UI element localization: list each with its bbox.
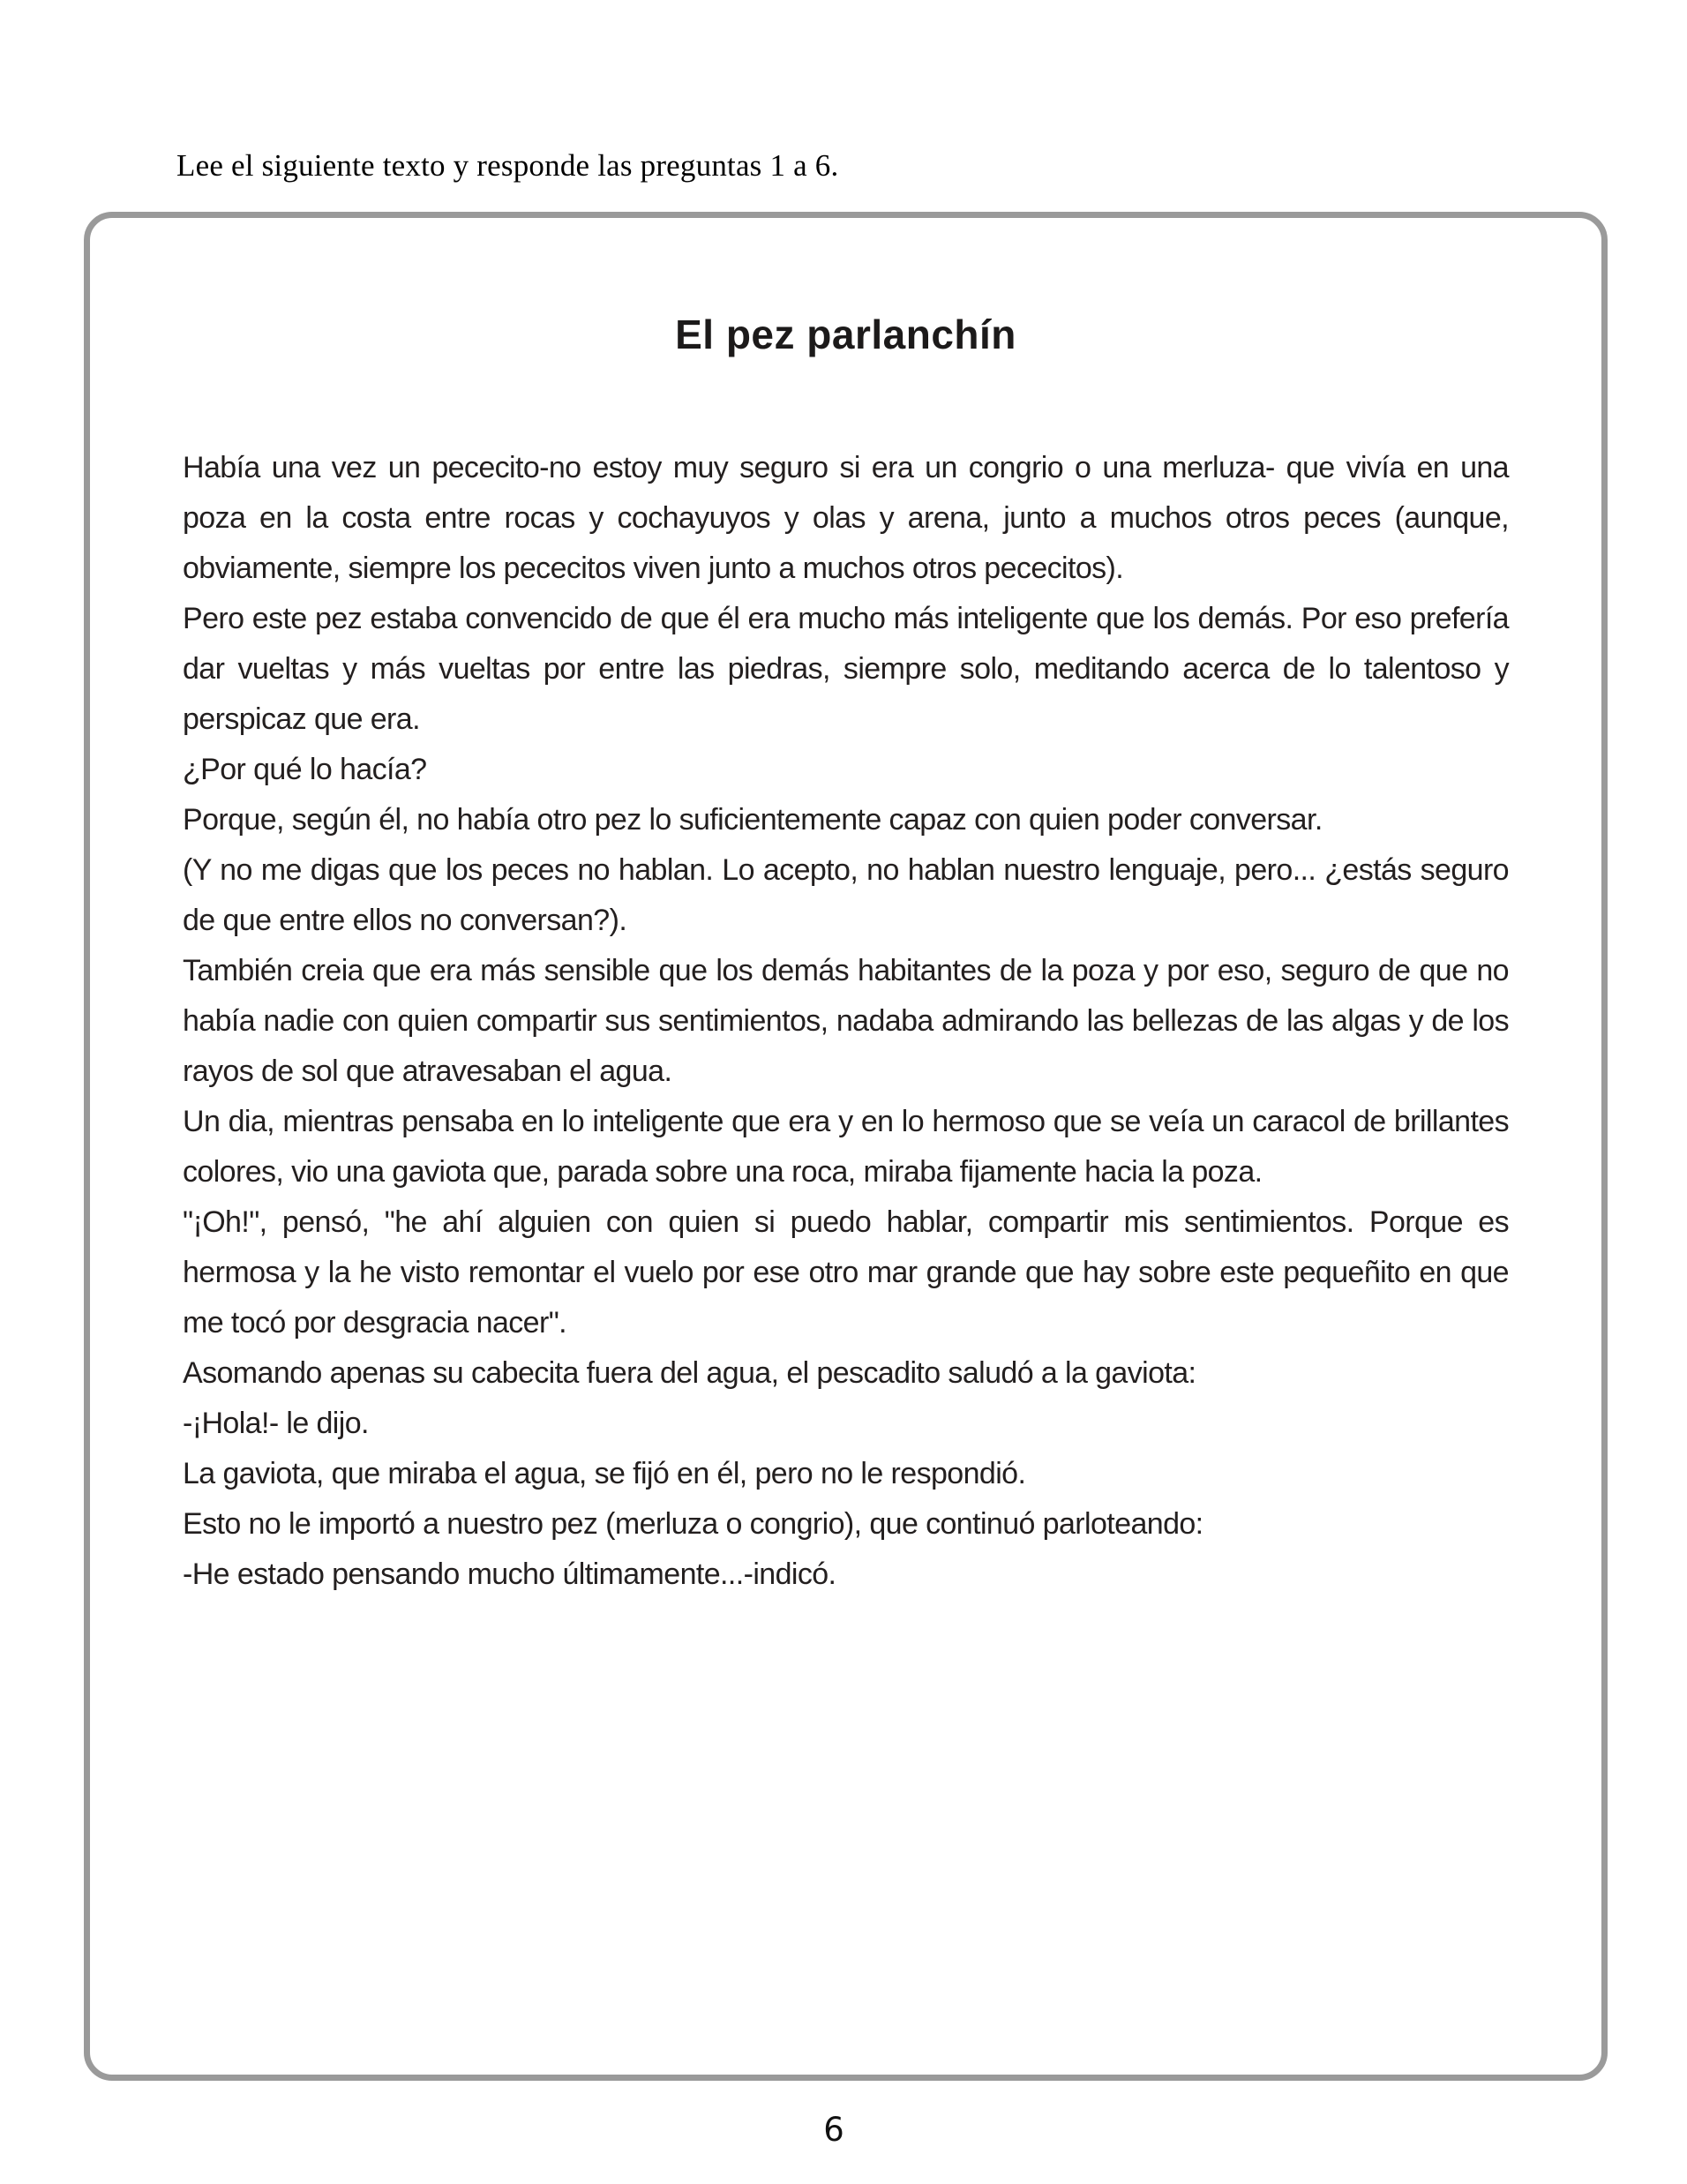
- page-number: 6: [823, 2111, 844, 2149]
- passage-paragraph: ¿Por qué lo hacía?: [183, 753, 427, 786]
- passage-body: [183, 443, 1509, 1600]
- passage-paragraph: -¡Hola!- le dijo.: [183, 1407, 369, 1440]
- passage-paragraph: Había una vez un pececito-no estoy muy seguro si era un congrio o una merluza- que vivía en una poza en la costa entre rocas y cochayuyos y olas y arena, junto a muchos otros peces (aunque, obviamente, siempre los pececitos viven junto a muchos otros pececitos).: [183, 451, 1509, 585]
- passage-paragraph: La gaviota, que miraba el agua, se fijó en él, pero no le respondió.: [183, 1457, 1026, 1490]
- reading-passage-box: [84, 212, 1608, 2081]
- passage-title: El pez parlanchín: [675, 311, 1016, 357]
- passage-paragraph: (Y no me digas que los peces no hablan. Lo acepto, no hablan nuestro lenguaje, pero... ¿estás seguro de que entre ellos no conversan?).: [183, 853, 1509, 937]
- instruction-text: Lee el siguiente texto y responde las preguntas 1 a 6.: [176, 148, 839, 183]
- passage-paragraph: Pero este pez estaba convencido de que él era mucho más inteligente que los demás. Por eso prefería dar vueltas y más vueltas por entre las piedras, siempre solo, meditando acerca de lo talentoso y perspicaz que era.: [183, 602, 1509, 736]
- passage-paragraph: Esto no le importó a nuestro pez (merluza o congrio), que continuó parloteando:: [183, 1507, 1203, 1541]
- passage-paragraph: -He estado pensando mucho últimamente...-indicó.: [183, 1557, 836, 1591]
- passage-paragraph: Asomando apenas su cabecita fuera del agua, el pescadito saludó a la gaviota:: [183, 1356, 1196, 1390]
- passage-paragraph: "¡Oh!", pensó, "he ahí alguien con quien si puedo hablar, compartir mis sentimientos. Porque es hermosa y la he visto remontar el vuelo por ese otro mar grande que hay sobre este pequeñito en que me tocó por desgracia nacer".: [183, 1205, 1509, 1340]
- passage-paragraph: Un dia, mientras pensaba en lo inteligente que era y en lo hermoso que se veía un caracol de brillantes colores, vio una gaviota que, parada sobre una roca, miraba fijamente hacia la poza.: [183, 1105, 1509, 1189]
- passage-paragraph: También creia que era más sensible que los demás habitantes de la poza y por eso, seguro de que no había nadie con quien compartir sus sentimientos, nadaba admirando las bellezas de las algas y de los rayos de sol que atravesaban el agua.: [183, 954, 1509, 1088]
- passage-paragraph: Porque, según él, no había otro pez lo suficientemente capaz con quien poder conversar.: [183, 803, 1323, 837]
